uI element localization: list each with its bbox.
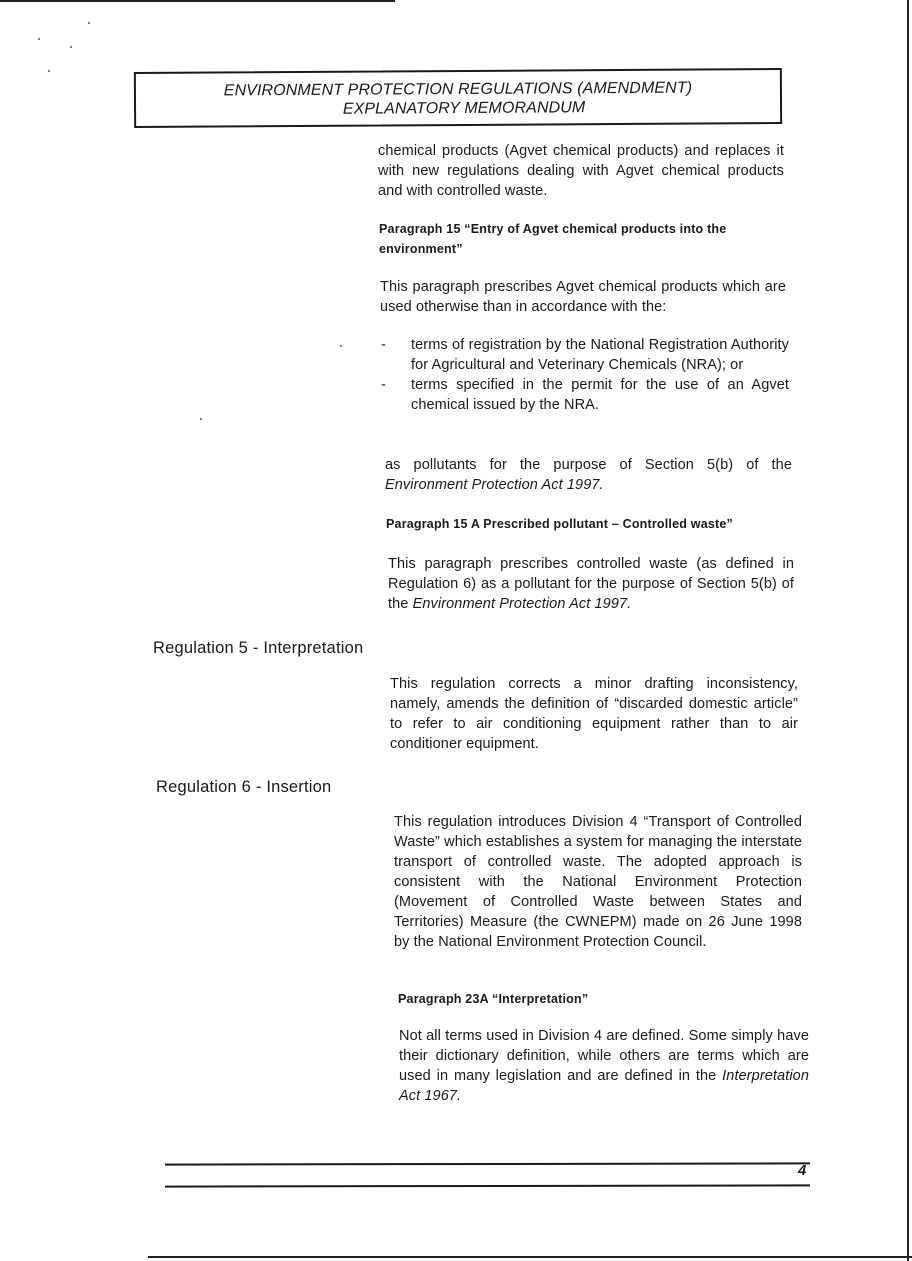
regulation-5-text: This regulation corrects a minor drafting inconsistency, namely, amends the definition of “discarded domestic article” to refer to air conditioning equipment rather than to air conditioner equipment. xyxy=(390,676,798,752)
regulation-6-heading: Regulation 6 - Insertion xyxy=(156,778,332,796)
paragraph-15-outro xyxy=(385,455,792,495)
continuation-paragraph: chemical products (Agvet chemical products) and replaces it with new regulations dealing with Agvet chemical products and with controlled waste. xyxy=(378,143,784,199)
regulation-5-heading: Regulation 5 - Interpretation xyxy=(153,639,364,657)
paragraph-15a-text xyxy=(388,554,794,614)
scan-speck xyxy=(340,345,342,347)
header-title: ENVIRONMENT PROTECTION REGULATIONS (AMENDMENT) xyxy=(223,79,693,100)
act-citation: Environment Protection Act 1997. xyxy=(385,477,604,493)
document-header-box xyxy=(134,68,782,128)
page-number: 4 xyxy=(798,1162,807,1179)
paragraph-15a-heading: Paragraph 15 A Prescribed pollutant – Controlled waste” xyxy=(386,517,733,531)
act-citation: Environment Protection Act 1997. xyxy=(412,596,632,612)
paragraph-15-intro: This paragraph prescribes Agvet chemical products which are used otherwise than in accordance with the: xyxy=(380,279,786,315)
scan-edge-bottom xyxy=(148,1256,912,1258)
paragraph-15-bullet-list xyxy=(381,335,789,415)
scan-speck xyxy=(88,22,90,24)
list-item xyxy=(381,335,789,375)
footer-rule-bottom xyxy=(165,1184,810,1187)
list-item-text: terms of registration by the National Registration Authority for Agricultural and Veterinary Chemicals (NRA); or xyxy=(411,337,789,373)
paragraph-23a-heading: Paragraph 23A “Interpretation” xyxy=(398,992,589,1006)
act-citation: Interpretation Act 1967. xyxy=(399,1068,809,1104)
paragraph-23a-body: Not all terms used in Division 4 are defined. Some simply have their dictionary definition, while others are terms which are used in many legislation and are defined in the xyxy=(399,1028,809,1084)
scan-speck xyxy=(70,46,72,48)
outro-text: as pollutants for the purpose of Section 5(b) of the xyxy=(385,457,792,473)
scan-edge-right xyxy=(907,0,909,1261)
footer-rule-top xyxy=(165,1162,810,1165)
scan-speck xyxy=(200,418,202,420)
list-dash: - xyxy=(381,337,386,353)
scan-edge-top xyxy=(0,0,395,2)
list-item xyxy=(381,375,789,415)
paragraph-23a-text xyxy=(399,1026,809,1106)
scan-speck xyxy=(48,70,50,72)
header-subtitle: EXPLANATORY MEMORANDUM xyxy=(342,99,586,118)
paragraph-15a-body: This paragraph prescribes controlled waste (as defined in Regulation 6) as a pollutant for the purpose of Section 5(b) of the xyxy=(388,556,794,612)
regulation-6-text: This regulation introduces Division 4 “Transport of Controlled Waste” which establishes a system for managing the interstate transport of controlled waste. The adopted approach is consistent with the National Environment Protection (Movement of Controlled Waste between States and Territories) Measure (the CWNEPM) made on 26 June 1998 by the National Environment Protection Council. xyxy=(394,814,802,950)
paragraph-15-heading: Paragraph 15 “Entry of Agvet chemical products into the environment” xyxy=(379,222,727,256)
list-dash: - xyxy=(381,377,386,393)
scan-speck xyxy=(38,38,40,40)
list-item-text: terms specified in the permit for the use of an Agvet chemical issued by the NRA. xyxy=(411,377,789,413)
